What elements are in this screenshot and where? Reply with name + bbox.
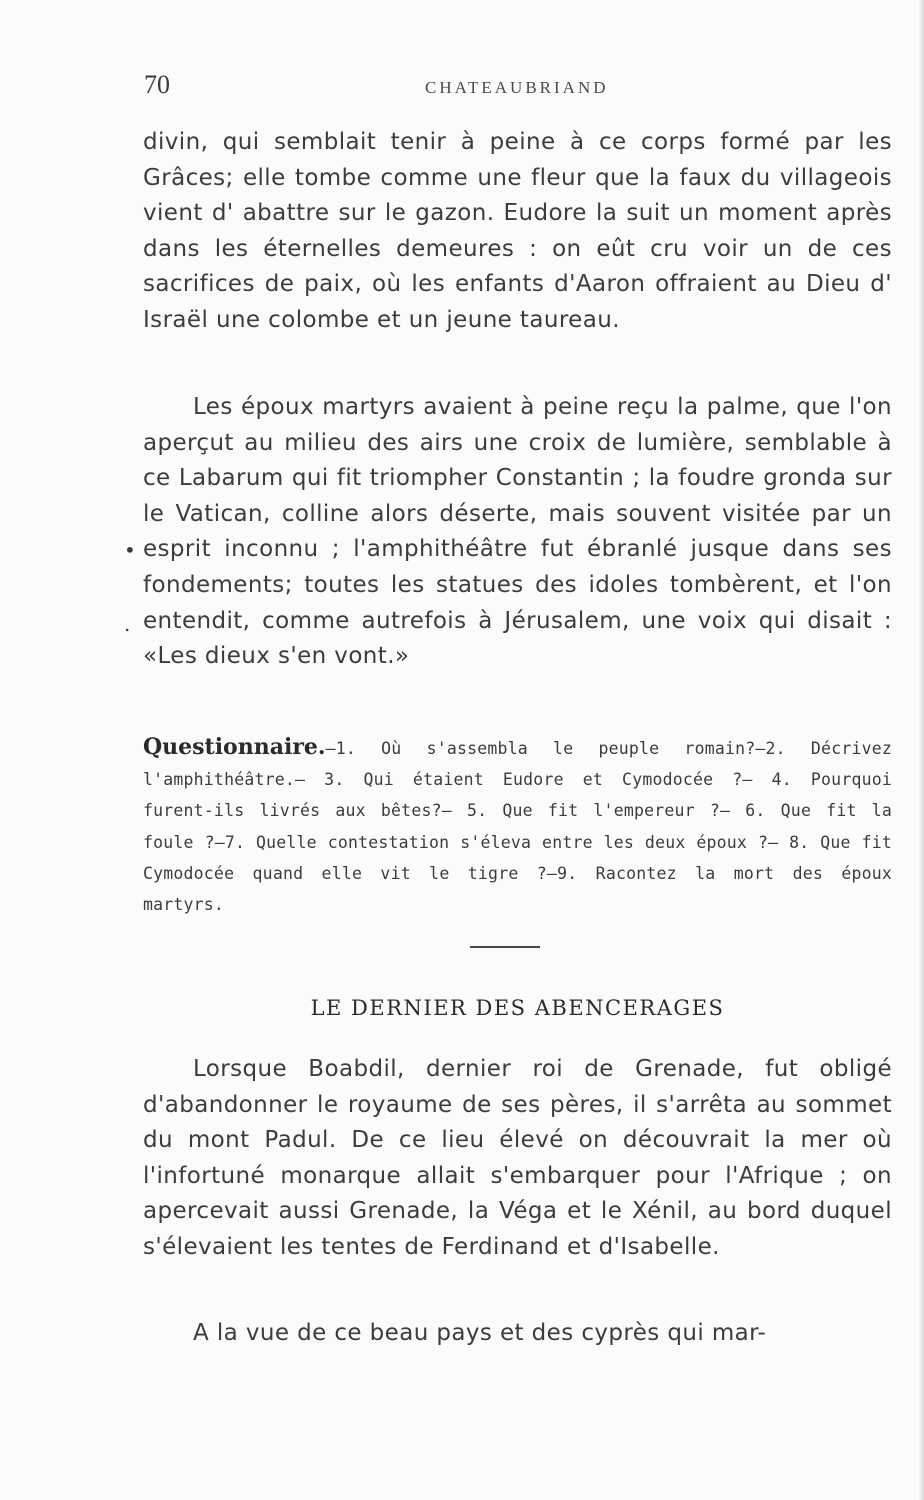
paragraph-4 [143, 1316, 892, 1352]
section-separator [470, 946, 540, 948]
running-head: CHATEAUBRIAND [425, 78, 609, 97]
paragraph-2-text: Les époux martyrs avaient à peine reçu la palme, que l'on aperçut au milieu des airs une croix de lumière, semblable à ce Labarum qui fit triompher Constantin ; la foudre gronda sur le Vatican, colline alors déserte, mais souvent visitée par un esprit inconnu ; l'amphithéâtre fut ébranlé jusque dans ses fondements; toutes les statues des idoles tombèrent, et l'on entendit, comme autrefois à Jérusalem, une voix qui disait : «Les dieux s'en vont.» [143, 394, 892, 670]
paragraph-1-text: divin, qui semblait tenir à peine à ce corps formé par les Grâces; elle tombe comme une fleur que la faux du villageois vient d' abattre sur le gazon. Eudore la suit un moment après dans les éternelles demeures : on eût cru voir un de ces sacrifices de paix, où les enfants d'Aaron offraient au Dieu d' Israël une colombe et un jeune taureau. [143, 129, 892, 333]
page-edge-shadow [918, 0, 924, 1500]
questionnaire-label: Questionnaire. [143, 734, 326, 760]
page-header [140, 70, 892, 110]
margin-mark-2: . [124, 612, 131, 636]
margin-mark-1: • [124, 538, 136, 562]
chapter-title: LE DERNIER DES ABENCERAGES [310, 996, 725, 1020]
paragraph-4-text: A la vue de ce beau pays et des cyprès qui mar- [193, 1320, 767, 1346]
paragraph-3-text: Lorsque Boabdil, dernier roi de Grenade, fut obligé d'abandonner le royaume de ses pères, il s'arrêta au sommet du mont Padul. De ce lieu élevé on découvrait la mer où l'infortuné monarque allait s'embarquer pour l'Afrique ; on apercevait aussi Grenade, la Véga et le Xénil, au bord duquel s'élevaient les tentes de Ferdinand et d'Isabelle. [143, 1056, 892, 1260]
paragraph-1 [143, 125, 892, 339]
questionnaire-text: —1. Où s'assembla le peuple romain?—2. Décrivez l'amphithéâtre.— 3. Qui étaient Eudore et Cymodocée ?— 4. Pourquoi furent-ils livrés aux bêtes?— 5. Que fit l'empereur ?— 6. Que fit la foule ?—7. Quelle contestation s'éleva entre les deux époux ?— 8. Que fit Cymodocée quand elle vit le tigre ?—9. Racontez la mort des époux martyrs. [143, 739, 892, 915]
page-number: 70 [144, 70, 170, 99]
paragraph-3 [143, 1052, 892, 1266]
paragraph-2 [143, 390, 892, 675]
questionnaire [143, 732, 892, 920]
